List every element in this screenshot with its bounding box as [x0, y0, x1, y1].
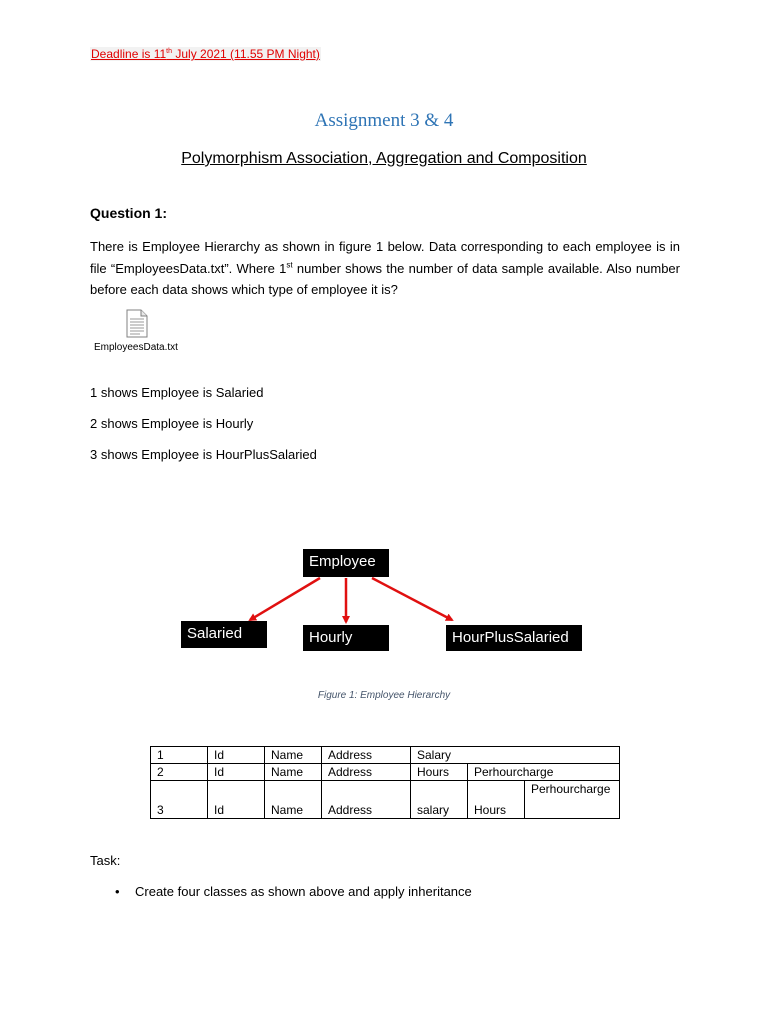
task-label: Task: — [90, 853, 121, 868]
table-cell: Perhourcharge — [468, 764, 620, 781]
table-cell: Id — [208, 764, 265, 781]
table-cell: 1 — [151, 747, 208, 764]
table-cell: Hours — [411, 764, 468, 781]
table-cell: Hours — [468, 781, 525, 819]
assignment-title: Assignment 3 & 4 — [314, 110, 454, 131]
table-cell: Id — [208, 781, 265, 819]
legend-line-3: 3 shows Employee is HourPlusSalaried — [90, 447, 317, 462]
data-format-table — [150, 746, 620, 819]
table-cell: Name — [265, 764, 322, 781]
legend-line-1: 1 shows Employee is Salaried — [90, 385, 264, 400]
task-item: Create four classes as shown above and apply inheritance — [135, 884, 472, 899]
attachment-label[interactable]: EmployeesData.txt — [94, 342, 178, 353]
deadline-sup: th — [166, 48, 173, 55]
table-cell: Name — [265, 781, 322, 819]
table-row — [151, 781, 620, 819]
deadline-text-end: July 2021 (11.55 PM Night) — [172, 47, 320, 61]
node-hourly: Hourly — [303, 625, 389, 651]
table-cell: 2 — [151, 764, 208, 781]
table-cell: Address — [322, 781, 411, 819]
paragraph-text: There is Employee Hierarchy as shown in figure 1 below. Data corresponding to each employee is in file “EmployeesData.txt”. Where 1 — [90, 239, 680, 276]
table-cell: Address — [322, 764, 411, 781]
figure-caption: Figure 1: Employee Hierarchy — [317, 690, 451, 701]
table-row — [151, 764, 620, 781]
deadline-text: Deadline is 11 — [91, 47, 167, 61]
table-row — [151, 747, 620, 764]
table-cell: Perhourcharge — [525, 781, 620, 819]
table-cell: 3 — [151, 781, 208, 819]
table-cell: Salary — [411, 747, 620, 764]
node-hourplussalaried: HourPlusSalaried — [446, 625, 582, 651]
legend-line-2: 2 shows Employee is Hourly — [90, 416, 254, 431]
question-heading: Question 1: — [90, 205, 168, 221]
table-cell: salary — [411, 781, 468, 819]
paragraph-text-end: number shows the number of data sample available. Also number before each data shows which type of employee it is? — [90, 260, 680, 297]
paragraph-sup: st — [286, 260, 293, 270]
table-cell: Name — [265, 747, 322, 764]
node-employee: Employee — [303, 549, 389, 577]
bullet-dot-icon: • — [115, 884, 120, 899]
arrow-to-salaried — [250, 578, 320, 620]
table-cell: Id — [208, 747, 265, 764]
table-cell: Address — [322, 747, 411, 764]
assignment-subtitle: Polymorphism Association, Aggregation and Composition — [181, 150, 587, 167]
node-salaried: Salaried — [181, 621, 267, 648]
arrow-to-hourplussalaried — [372, 578, 452, 620]
